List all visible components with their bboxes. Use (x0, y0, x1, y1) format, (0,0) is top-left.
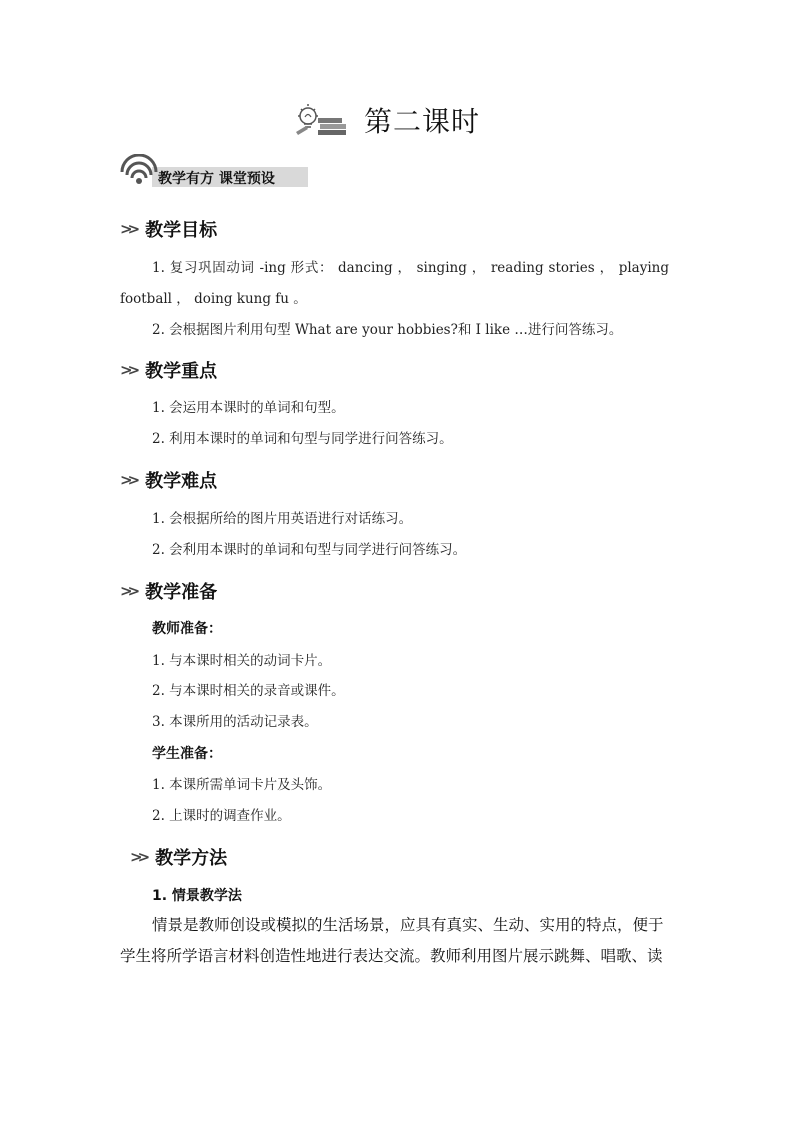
difficulty-item: 1. 会根据所给的图片用英语进行对话练习。 (152, 511, 413, 527)
double-chevron-icon: >> (120, 471, 136, 489)
teacher-prep-item: 2. 与本课时相关的录音或课件。 (152, 683, 345, 699)
signal-waves-icon (118, 154, 160, 190)
method-paragraph-line-1: 情景是教师创设或模拟的生活场景，应具有真实、生动、实用的特点，便于 (152, 916, 664, 934)
heading-text: 教学目标 (145, 220, 218, 241)
double-chevron-icon: >> (130, 848, 146, 866)
section-heading-key-points (120, 357, 217, 383)
lightbulb-books-icon (294, 102, 350, 138)
teacher-prep-item: 3. 本课所用的活动记录表。 (152, 714, 318, 730)
page-title: 第二课时 (363, 105, 480, 138)
student-prep-item: 2. 上课时的调查作业。 (152, 808, 291, 824)
student-prep-label: 学生准备： (152, 746, 222, 762)
double-chevron-icon: >> (120, 582, 136, 600)
section-heading-difficulties (120, 467, 217, 493)
method-paragraph-line-2: 学生将所学语言材料创造性地进行表达交流。教师利用图片展示跳舞、唱歌、读 (120, 947, 663, 965)
teacher-prep-item: 1. 与本课时相关的动词卡片。 (152, 653, 332, 669)
heading-text: 教学准备 (145, 582, 218, 603)
page-title-row (0, 98, 794, 142)
objective-line-1: 1. 复习巩固动词 -ing 形式： dancing ， singing ， reading stories ， playing (152, 260, 669, 276)
section-heading-preparation (120, 578, 217, 604)
heading-text: 教学重点 (145, 361, 218, 382)
section-banner (118, 154, 310, 190)
double-chevron-icon: >> (120, 220, 136, 238)
teacher-prep-label: 教师准备： (152, 621, 222, 637)
key-point-item: 1. 会运用本课时的单词和句型。 (152, 400, 345, 416)
method-subheading: 1. 情景教学法 (152, 888, 242, 904)
student-prep-item: 1. 本课所需单词卡片及头饰。 (152, 777, 332, 793)
key-point-item: 2. 利用本课时的单词和句型与同学进行问答练习。 (152, 431, 453, 447)
heading-text: 教学难点 (145, 471, 218, 492)
objective-line-2: football ， doing kung fu 。 (120, 291, 307, 307)
section-heading-methods (130, 844, 227, 870)
difficulty-item: 2. 会利用本课时的单词和句型与同学进行问答练习。 (152, 542, 467, 558)
banner-label: 教学有方 课堂预设 (158, 171, 275, 187)
double-chevron-icon: >> (120, 361, 136, 379)
objective-line-3: 2. 会根据图片利用句型 What are your hobbies?和 I like …进行问答练习。 (152, 322, 623, 338)
section-heading-objectives (120, 216, 217, 242)
heading-text: 教学方法 (155, 848, 228, 869)
